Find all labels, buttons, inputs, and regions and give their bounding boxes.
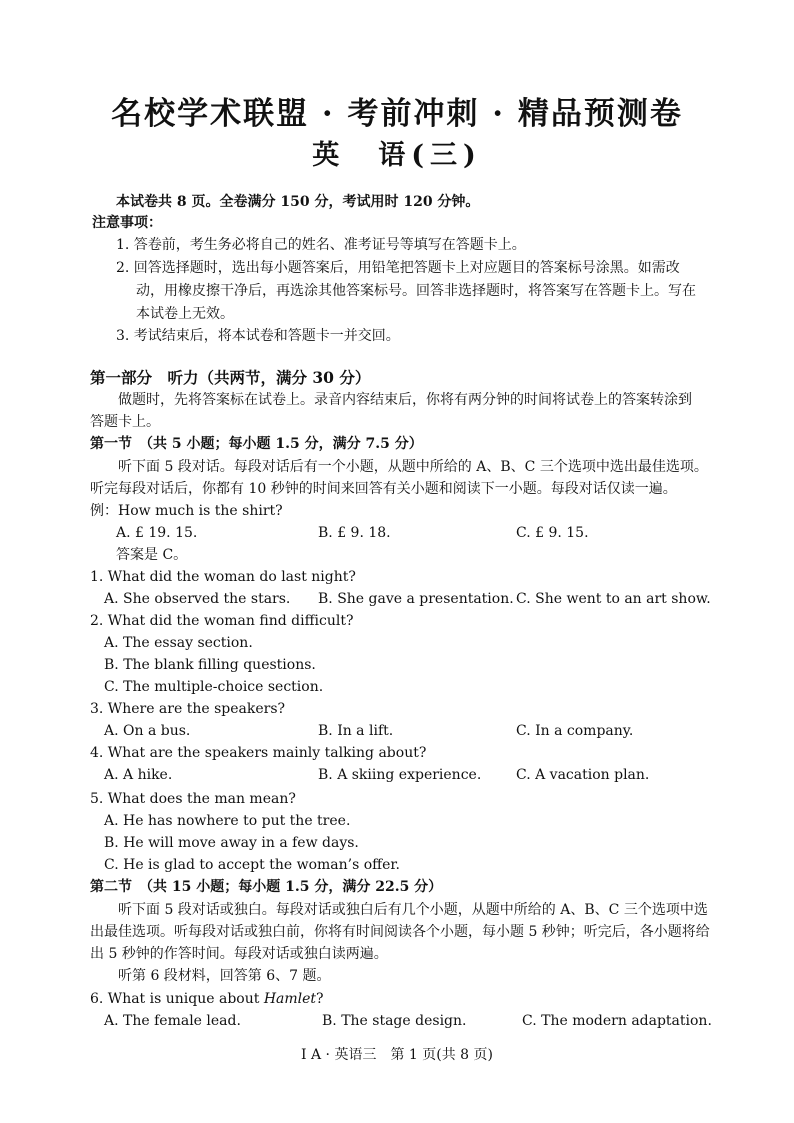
note-3: 3. 考试结束后，将本试卷和答题卡一并交回。	[116, 328, 400, 344]
question-6-option-a: A. The female lead.	[104, 1013, 241, 1029]
page-footer: Ⅰ A · 英语三 第 1 页(共 8 页)	[301, 1047, 493, 1063]
section-2-instr-line-3: 出 5 秒钟的作答时间。每段对话或独白读两遍。	[90, 946, 388, 962]
section-1-instr-line-1: 听下面 5 段对话。每段对话后有一个小题，从题中所给的 A、B、C 三个选项中选出最佳选项。	[118, 459, 708, 475]
exam-info: 本试卷共 8 页。全卷满分 150 分，考试用时 120 分钟。	[116, 194, 480, 210]
question-4-option-c: C. A vacation plan.	[516, 767, 650, 783]
example-option-b: B. £ 9. 18.	[318, 525, 391, 541]
question-4: 4. What are the speakers mainly talking about?	[90, 745, 427, 761]
question-3-option-c: C. In a company.	[516, 723, 634, 739]
question-5-option-b: B. He will move away in a few days.	[104, 835, 359, 851]
part-1-desc-line-1: 做题时，先将答案标在试卷上。录音内容结束后，你将有两分钟的时间将试卷上的答案转涂到	[118, 392, 692, 408]
exam-subject: 英 语(三)	[312, 140, 482, 171]
question-1-option-b: B. She gave a presentation.	[318, 591, 514, 607]
question-3-option-b: B. In a lift.	[318, 723, 394, 739]
section-1-heading: 第一节 （共 5 小题；每小题 1.5 分，满分 7.5 分）	[90, 436, 423, 452]
question-5-option-c: C. He is glad to accept the woman’s offer.	[104, 857, 401, 873]
question-3: 3. Where are the speakers?	[90, 701, 286, 717]
example-question: 例：How much is the shirt?	[90, 503, 283, 519]
question-4-option-b: B. A skiing experience.	[318, 767, 482, 783]
material-6-instruction: 听第 6 段材料，回答第 6、7 题。	[118, 968, 331, 984]
question-6	[90, 990, 324, 1009]
question-3-option-a: A. On a bus.	[104, 723, 191, 739]
question-4-option-a: A. A hike.	[104, 767, 173, 783]
question-5: 5. What does the man mean?	[90, 791, 296, 807]
question-2: 2. What did the woman find difficult?	[90, 613, 354, 629]
notes-title: 注意事项：	[92, 215, 162, 231]
question-2-option-a: A. The essay section.	[104, 635, 253, 651]
question-6-option-b: B. The stage design.	[322, 1013, 467, 1029]
question-6-prefix: 6. What is unique about	[90, 991, 264, 1007]
question-1: 1. What did the woman do last night?	[90, 569, 356, 585]
question-6-suffix: ?	[316, 991, 324, 1007]
question-2-option-c: C. The multiple-choice section.	[104, 679, 324, 695]
note-1: 1. 答卷前，考生务必将自己的姓名、准考证号等填写在答题卡上。	[116, 237, 526, 253]
exam-title: 名校学术联盟 · 考前冲刺 · 精品预测卷	[111, 96, 683, 132]
note-2-line-1: 2. 回答选择题时，选出每小题答案后，用铅笔把答题卡上对应题目的答案标号涂黑。如需改	[116, 260, 680, 276]
part-1-desc-line-2: 答题卡上。	[90, 414, 160, 430]
section-1-instr-line-2: 听完每段对话后，你都有 10 秒钟的时间来回答有关小题和阅读下一小题。每段对话仅读一遍。	[90, 481, 677, 497]
question-6-title: Hamlet	[263, 991, 317, 1007]
note-2-line-2: 动，用橡皮擦干净后，再选涂其他答案标号。回答非选择题时，将答案写在答题卡上。写在	[136, 283, 696, 299]
section-2-instr-line-1: 听下面 5 段对话或独白。每段对话或独白后有几个小题，从题中所给的 A、B、C 三个选项中选	[118, 902, 708, 918]
example-option-a: A. £ 19. 15.	[116, 525, 198, 541]
question-5-option-a: A. He has nowhere to put the tree.	[104, 813, 351, 829]
example-answer: 答案是 C。	[116, 547, 188, 563]
question-1-option-a: A. She observed the stars.	[104, 591, 291, 607]
section-2-heading: 第二节 （共 15 小题；每小题 1.5 分，满分 22.5 分）	[90, 879, 443, 895]
question-6-option-c: C. The modern adaptation.	[522, 1013, 712, 1029]
part-1-heading: 第一部分 听力（共两节，满分 30 分）	[90, 368, 371, 387]
question-2-option-b: B. The blank filling questions.	[104, 657, 316, 673]
question-1-option-c: C. She went to an art show.	[516, 591, 711, 607]
note-2-line-3: 本试卷上无效。	[136, 306, 234, 322]
example-option-c: C. £ 9. 15.	[516, 525, 589, 541]
section-2-instr-line-2: 出最佳选项。听每段对话或独白前，你将有时间阅读各个小题，每小题 5 秒钟；听完后，各小题将给	[90, 924, 710, 940]
